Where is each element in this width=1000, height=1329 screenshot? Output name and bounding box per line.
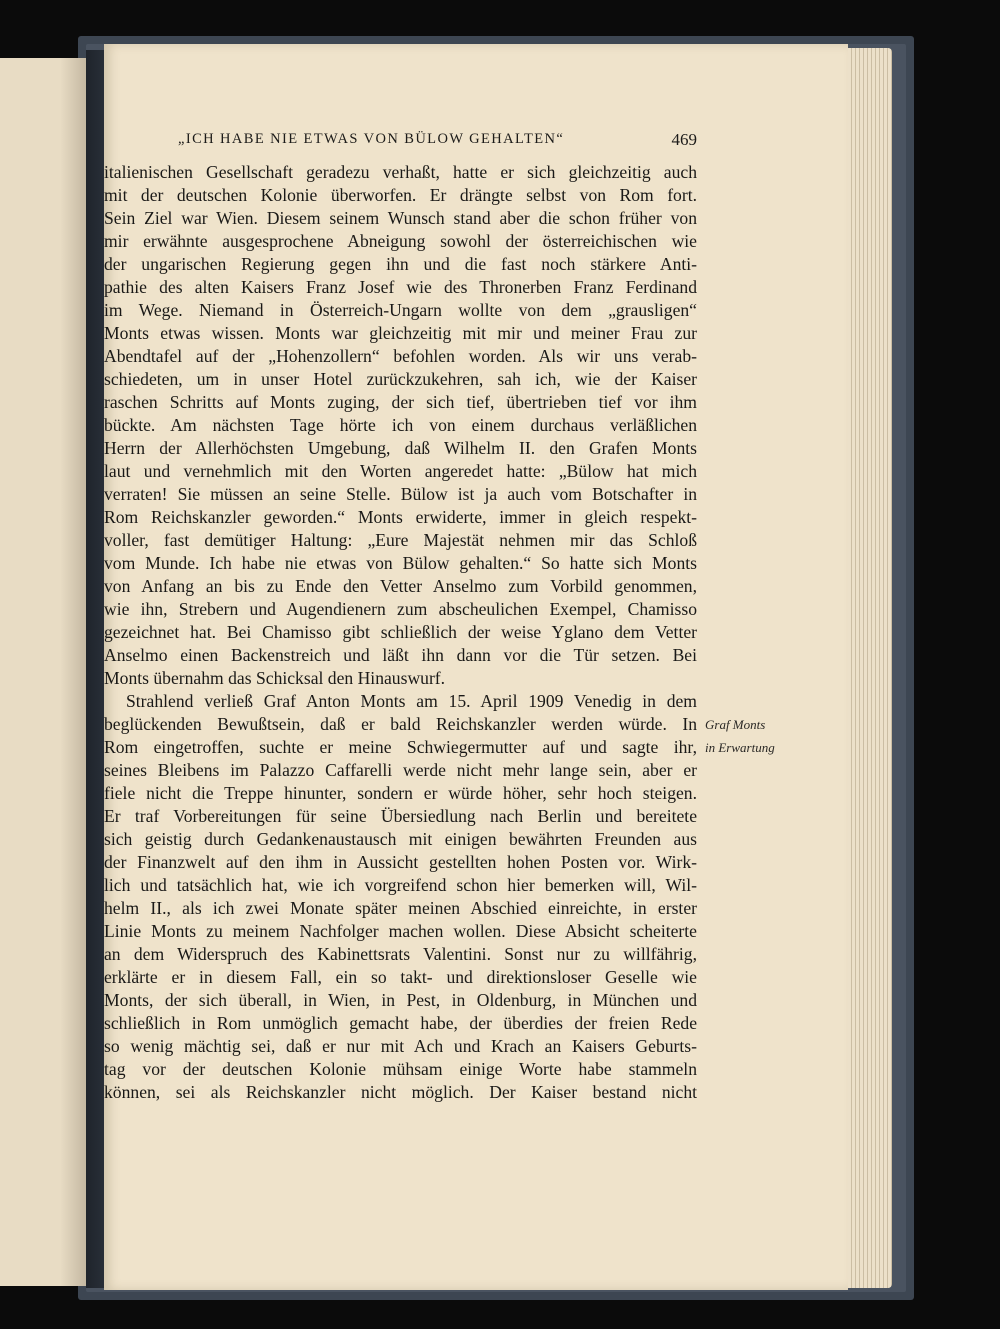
text-line: seines Bleibens im Palazzo Caffarelli werde nicht mehr lange sein, aber er [104,760,697,780]
text-line: lich und tatsächlich hat, wie ich vorgreifend schon hier bemerken will, Wil- [104,875,697,895]
text-line: raschen Schritts auf Monts zuging, der sich tief, übertrieben tief vor ihm [104,392,697,412]
text-line: Rom Reichskanzler geworden.“ Monts erwiderte, immer in gleich respekt- [104,507,697,527]
text-line: können, sei als Reichskanzler nicht möglich. Der Kaiser bestand nicht [104,1082,697,1102]
text-line: Sein Ziel war Wien. Diesem seinem Wunsch stand aber die schon früher von [104,208,697,228]
text-line: voller, fast demütiger Haltung: „Eure Majestät nehmen mir das Schloß [104,530,697,550]
running-head-title: „ICH HABE NIE ETWAS VON BÜLOW GEHALTEN“ [178,131,565,147]
text-line: so wenig mächtig sei, daß er nur mit Ach und Krach an Kaisers Geburts- [104,1036,697,1056]
text-line: fiele nicht die Treppe hinunter, sondern er würde höher, sehr hoch steigen. [104,783,697,803]
text-line: Er traf Vorbereitungen für seine Übersiedlung nach Berlin und bereitete [104,806,697,826]
text-line: Monts etwas wissen. Monts war gleichzeitig mit mir und meiner Frau zur [104,323,697,343]
text-line: im Wege. Niemand in Österreich-Ungarn wollte von dem „grausligen“ [104,300,697,320]
text-line: beglückenden Bewußtsein, daß er bald Reichskanzler werden würde. In [104,714,697,734]
text-line: helm II., als ich zwei Monate später meinen Abschied einreichte, in erster [104,898,697,918]
text-line: mir erwähnte ausgesprochene Abneigung sowohl der österreichischen wie [104,231,697,251]
text-line: laut und vernehmlich mit den Worten angeredet hatte: „Bülow hat mich [104,461,697,481]
text-line: pathie des alten Kaisers Franz Josef wie des Thronerben Franz Ferdinand [104,277,697,297]
text-line: Monts übernahm das Schicksal den Hinauswurf. [104,668,446,688]
text-line: bückte. Am nächsten Tage hörte ich von einem durchaus verläßlichen [104,415,697,435]
text-line: schiedeten, um in unser Hotel zurückzukehren, sah ich, wie der Kaiser [104,369,697,389]
text-line: wie ihn, Strebern und Augendienern zum abscheulichen Exempel, Chamisso [104,599,697,619]
text-line: Rom eingetroffen, suchte er meine Schwiegermutter auf und sagte ihr, [104,737,697,757]
text-line: der ungarischen Regierung gegen ihn und die fast noch stärkere Anti- [104,254,697,274]
text-line: italienischen Gesellschaft geradezu verhaßt, hatte er sich gleichzeitig auch [104,162,697,182]
text-line: tag vor der deutschen Kolonie mühsam einige Worte habe stammeln [104,1059,697,1079]
text-line: Linie Monts zu meinem Nachfolger machen wollen. Diese Absicht scheiterte [104,921,697,941]
text-line: Herrn der Allerhöchsten Umgebung, daß Wilhelm II. den Grafen Monts [104,438,697,458]
text-line: Monts, der sich überall, in Wien, in Pest, in Oldenburg, in München und [104,990,697,1010]
text-line: mit der deutschen Kolonie überworfen. Er drängte selbst von Rom fort. [104,185,697,205]
text-line: an dem Widerspruch des Kabinettsrats Valentini. Sonst nur zu willfährig, [104,944,697,964]
text-line: sich geistig durch Gedankenaustausch mit einigen bewährten Freunden aus [104,829,697,849]
text-line: vom Munde. Ich habe nie etwas von Bülow gehalten.“ So hatte sich Monts [104,553,697,573]
text-line: der Finanzwelt auf den ihm in Aussicht gestellten hohen Posten vor. Wirk- [104,852,697,872]
page-number: 469 [671,130,697,149]
text-line: Anselmo einen Backenstreich und läßt ihn dann vor die Tür setzen. Bei [104,645,697,665]
margin-note [705,713,775,759]
text-line: schließlich in Rom unmöglich gemacht habe, der überdies der freien Rede [104,1013,697,1033]
text-line: Strahlend verließ Graf Anton Monts am 15. April 1909 Venedig in dem [126,691,697,711]
text-line: erklärte er in diesem Fall, ein so takt- und direktionsloser Geselle wie [104,967,697,987]
text-line: gezeichnet hat. Bei Chamisso gibt schließlich der weise Yglano dem Vetter [104,622,697,642]
text-line: verraten! Sie müssen an seine Stelle. Bülow ist ja auch vom Botschafter in [104,484,697,504]
margin-note-line: in Erwartung [705,740,775,755]
running-head [104,130,848,154]
book-page [104,44,848,1290]
margin-note-line: Graf Monts [705,717,766,732]
text-line: Abendtafel auf der „Hohenzollern“ befohlen worden. Als wir uns verab- [104,346,697,366]
text-line: von Anfang an bis zu Ende den Vetter Anselmo zum Vorbild genommen, [104,576,697,596]
